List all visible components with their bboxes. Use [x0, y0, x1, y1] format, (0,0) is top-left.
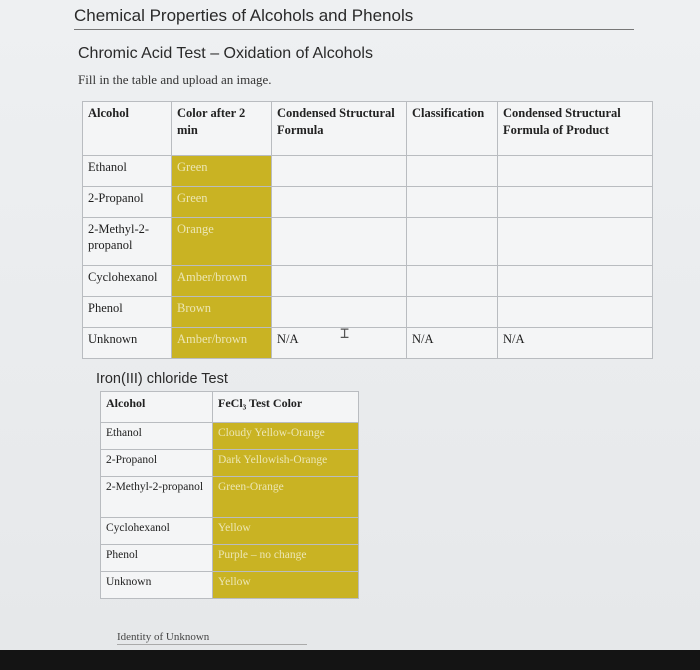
iron-chloride-table: [100, 391, 359, 599]
table-row: [101, 423, 359, 450]
formula-cell[interactable]: [272, 218, 407, 266]
fecl3-color-cell[interactable]: Yellow: [213, 518, 359, 545]
classification-cell[interactable]: [407, 156, 498, 187]
classification-cell[interactable]: [407, 266, 498, 297]
instructions-text: Fill in the table and upload an image.: [78, 72, 272, 87]
column-header: Alcohol: [83, 102, 172, 156]
color-cell[interactable]: Orange: [172, 218, 272, 266]
fecl3-color-cell[interactable]: Cloudy Yellow-Orange: [213, 423, 359, 450]
column-header: Condensed Structural Formula of Product: [498, 102, 653, 156]
formula-cell[interactable]: [272, 266, 407, 297]
alcohol-cell: Unknown: [101, 572, 213, 599]
fecl3-color-cell[interactable]: Green-Orange: [213, 477, 359, 518]
alcohol-cell: Phenol: [83, 297, 172, 328]
fecl3-color-cell[interactable]: Yellow: [213, 572, 359, 599]
section-title-iron: Iron(III) chloride Test: [96, 371, 228, 387]
alcohol-cell: Cyclohexanol: [83, 266, 172, 297]
color-cell[interactable]: Brown: [172, 297, 272, 328]
table-row: [83, 156, 653, 187]
table-row: [83, 218, 653, 266]
column-header: Condensed Structural Formula: [272, 102, 407, 156]
chromic-acid-table: [82, 101, 653, 359]
table-header-row: [101, 392, 359, 423]
formula-cell[interactable]: [272, 187, 407, 218]
alcohol-cell: 2-Propanol: [83, 187, 172, 218]
formula-cell[interactable]: [272, 297, 407, 328]
product-cell[interactable]: [498, 266, 653, 297]
page-title: Chemical Properties of Alcohols and Phenols: [74, 6, 414, 25]
column-header: FeCl₃ Test Color: [213, 392, 359, 423]
alcohol-cell: Unknown: [83, 328, 172, 359]
color-cell[interactable]: Amber/brown: [172, 266, 272, 297]
fecl3-color-cell[interactable]: Purple – no change: [213, 545, 359, 572]
identity-of-unknown-label: Identity of Unknown: [117, 631, 210, 643]
formula-cell[interactable]: N/A: [272, 328, 407, 359]
formula-cell[interactable]: [272, 156, 407, 187]
alcohol-cell: Ethanol: [101, 423, 213, 450]
text-cursor-icon: ⌶: [340, 324, 350, 342]
table-row: [101, 572, 359, 599]
table-row: [83, 297, 653, 328]
column-header: Color after 2 min: [172, 102, 272, 156]
table-header-row: [83, 102, 653, 156]
column-header: Alcohol: [101, 392, 213, 423]
classification-cell[interactable]: N/A: [407, 328, 498, 359]
table-row: [101, 518, 359, 545]
table-row: [101, 477, 359, 518]
table-row: [101, 545, 359, 572]
classification-cell[interactable]: [407, 187, 498, 218]
alcohol-cell: Ethanol: [83, 156, 172, 187]
product-cell[interactable]: [498, 187, 653, 218]
product-cell[interactable]: [498, 156, 653, 187]
color-cell[interactable]: Green: [172, 187, 272, 218]
product-cell[interactable]: N/A: [498, 328, 653, 359]
alcohol-cell: Cyclohexanol: [101, 518, 213, 545]
product-cell[interactable]: [498, 218, 653, 266]
alcohol-cell: 2-Propanol: [101, 450, 213, 477]
screen-bottom-bar: [0, 650, 700, 670]
color-cell[interactable]: Green: [172, 156, 272, 187]
title-divider: [74, 29, 634, 30]
alcohol-cell: Phenol: [101, 545, 213, 572]
product-cell[interactable]: [498, 297, 653, 328]
alcohol-cell: 2-Methyl-2-propanol: [83, 218, 172, 266]
identity-answer-line[interactable]: [117, 644, 307, 645]
table-row: [83, 187, 653, 218]
column-header: Classification: [407, 102, 498, 156]
fecl3-color-cell[interactable]: Dark Yellowish-Orange: [213, 450, 359, 477]
alcohol-cell: 2-Methyl-2-propanol: [101, 477, 213, 518]
table-row: [83, 266, 653, 297]
table-row: [83, 328, 653, 359]
table-row: [101, 450, 359, 477]
classification-cell[interactable]: [407, 218, 498, 266]
color-cell[interactable]: Amber/brown: [172, 328, 272, 359]
section-title-chromic: Chromic Acid Test – Oxidation of Alcohols: [78, 45, 373, 62]
classification-cell[interactable]: [407, 297, 498, 328]
